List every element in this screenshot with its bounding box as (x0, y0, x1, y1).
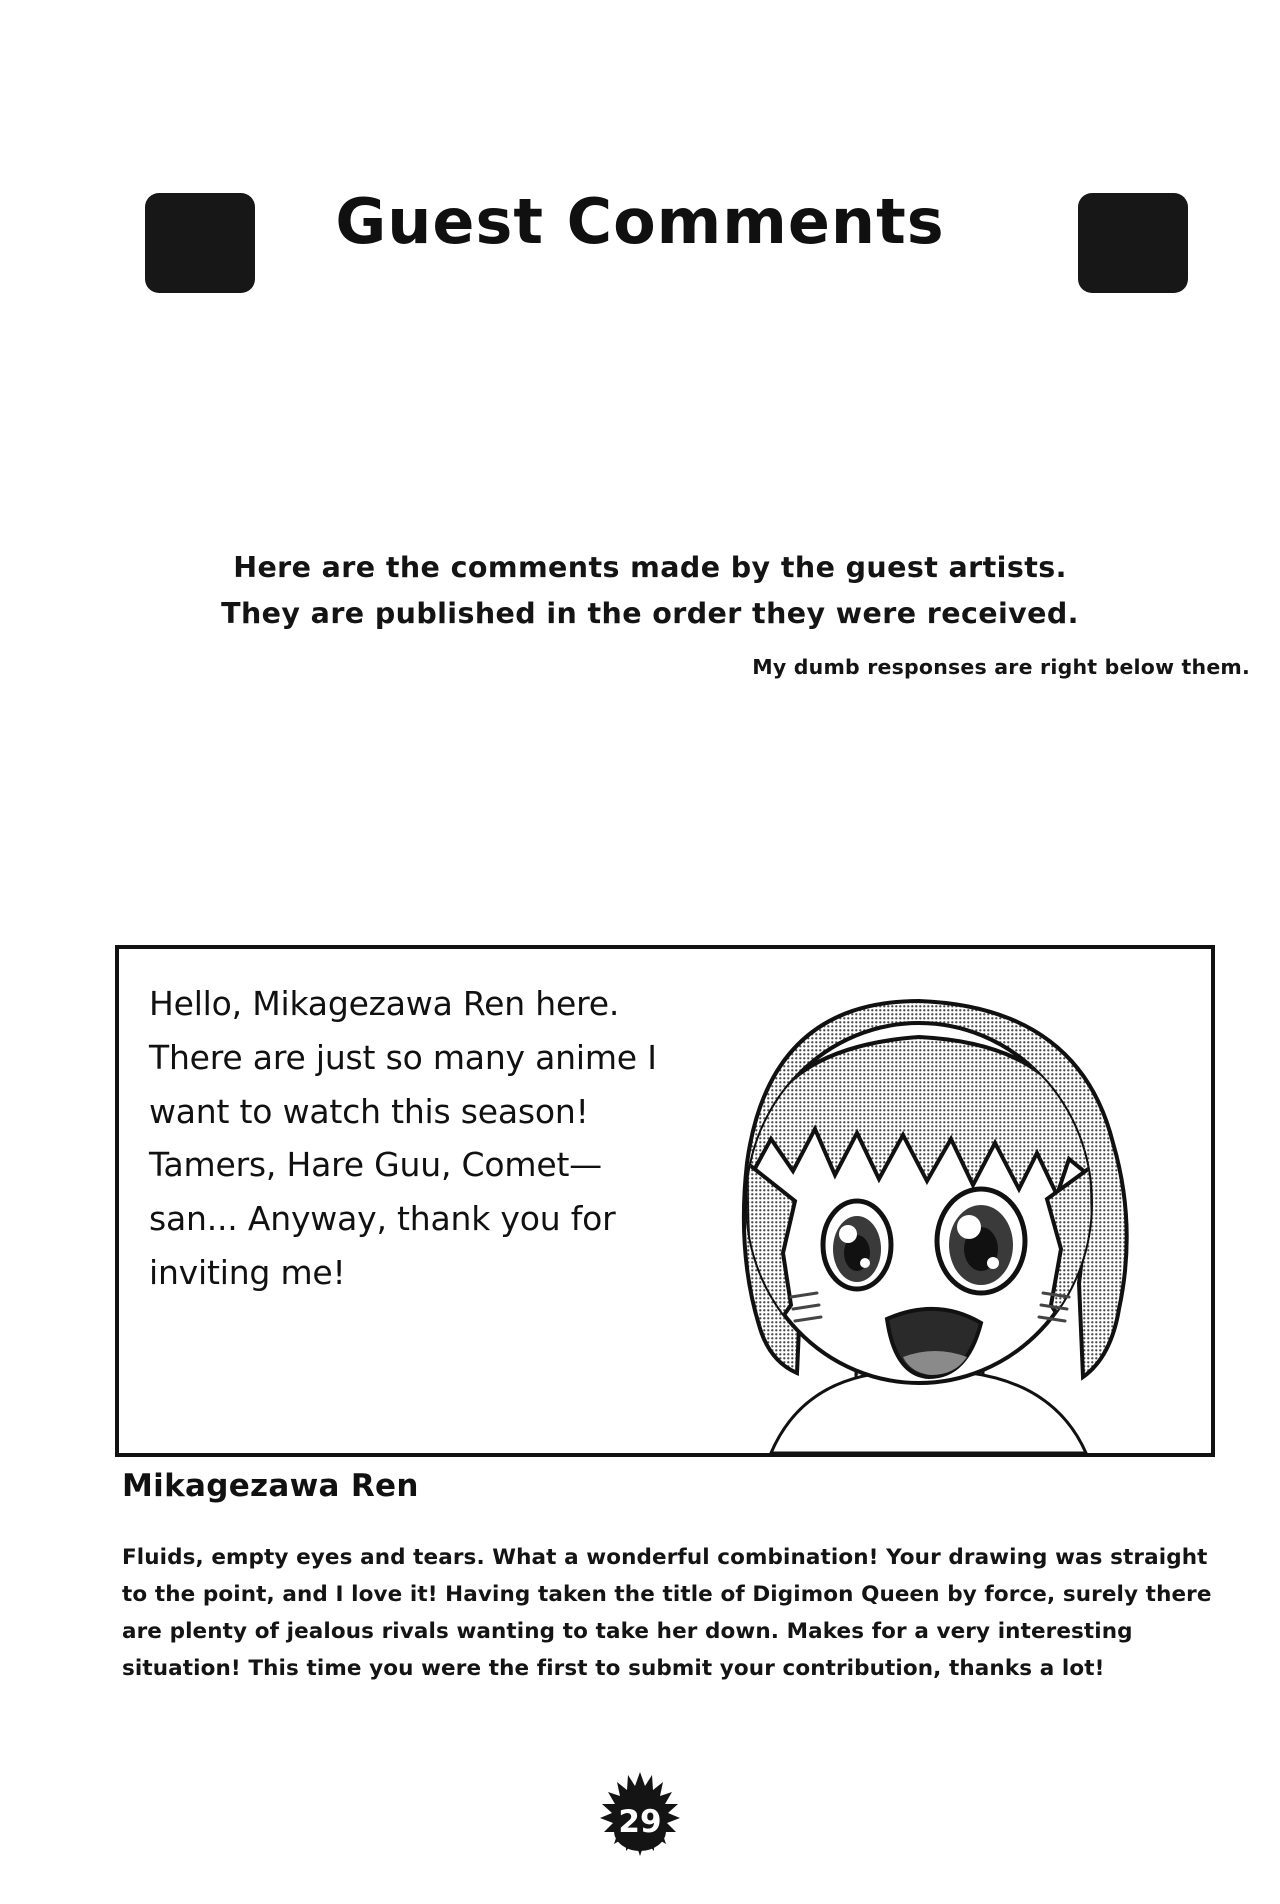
page-header (0, 185, 1280, 315)
guest-artist-illustration (651, 953, 1211, 1453)
guest-comment-panel (115, 945, 1215, 1457)
page-title: Guest Comments (335, 185, 945, 258)
intro-note: My dumb responses are right below them. (752, 655, 1250, 680)
intro-line-2: They are published in the order they were received. (221, 597, 1079, 631)
intro-line-1: Here are the comments made by the guest artists. (233, 551, 1067, 584)
header-ornament-left-icon (145, 193, 255, 293)
page-number-value: 29 (618, 1804, 662, 1840)
header-ornament-right-icon (1078, 193, 1188, 293)
editor-response-text: Fluids, empty eyes and tears. What a wonderful combination! Your drawing was straight to the point, and I love it! Having taken the title of Digimon Queen by force, surely there are plenty of jealous rivals wanting to take her down. Makes for a very interesting situation! This time you were the first to submit your contribution, thanks a lot! (122, 1545, 1212, 1681)
intro-block (0, 545, 1280, 679)
page-number-footer (0, 1770, 1280, 1870)
guest-comment-text: Hello, Mikagezawa Ren here. There are just so many anime I want to watch this season! Tamers, Hare Guu, Comet—san... Anyway, thank you for inviting me! (149, 984, 657, 1292)
artist-credit: Mikagezawa Ren (122, 1468, 419, 1504)
page-number-splat-icon (598, 1770, 682, 1866)
